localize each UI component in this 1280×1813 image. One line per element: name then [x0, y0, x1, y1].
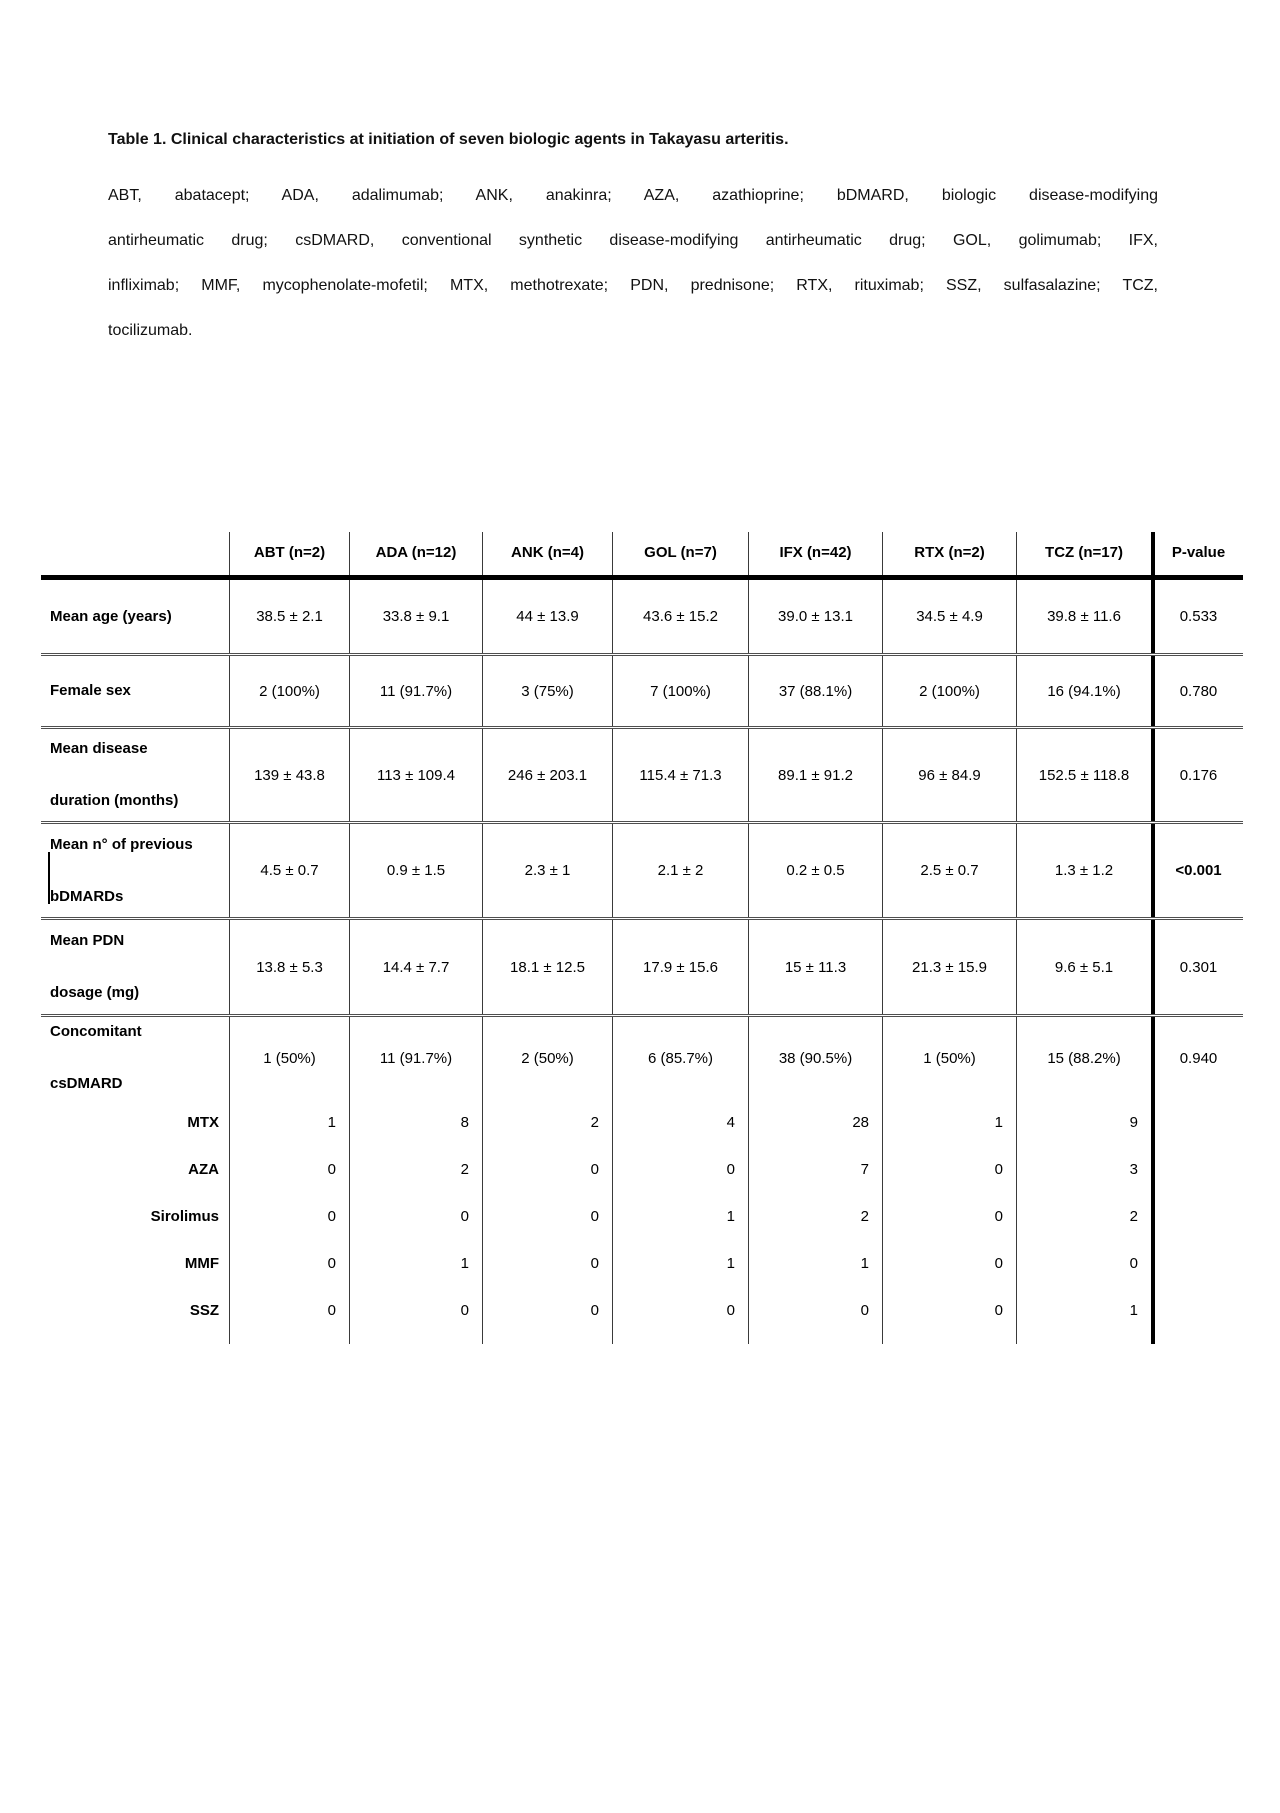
subrow-value-cell: 1 — [229, 1099, 349, 1146]
p-value-cell — [1151, 1240, 1242, 1287]
value-cell: 2.3 ± 1 — [482, 824, 612, 917]
subrow-value-cell: 28 — [748, 1099, 882, 1146]
subrow-value-cell: 1 — [612, 1240, 748, 1287]
value-cell: 246 ± 203.1 — [482, 729, 612, 821]
value-cell: 2 (100%) — [229, 656, 349, 726]
subrow-label: AZA — [188, 1161, 219, 1178]
abbreviation-line: infliximab; MMF, mycophenolate-mofetil; MTX, methotrexate; PDN, prednisone; RTX, rituximab; SSZ, sulfasalazine; TCZ, — [108, 277, 1158, 294]
subrow-value-cell: 9 — [1016, 1099, 1151, 1146]
value-cell: 38.5 ± 2.1 — [229, 580, 349, 653]
value-cell: 3 (75%) — [482, 656, 612, 726]
value-cell: 34.5 ± 4.9 — [882, 580, 1016, 653]
corner-cell — [41, 532, 229, 575]
value-cell: 6 (85.7%) — [612, 1017, 748, 1099]
subrow-value-cell: 1 — [748, 1240, 882, 1287]
row-label-line: dosage (mg) — [50, 984, 140, 1001]
row-label-line: Concomitant — [50, 1023, 142, 1040]
subrow-value-cell: 1 — [349, 1240, 482, 1287]
value-cell: 0.2 ± 0.5 — [748, 824, 882, 917]
column-header: GOL (n=7) — [612, 532, 748, 575]
row-label — [41, 580, 229, 653]
value-cell: 139 ± 43.8 — [229, 729, 349, 821]
value-cell: 38 (90.5%) — [748, 1017, 882, 1099]
table-header-row — [41, 532, 1243, 580]
filler-cell — [41, 1334, 229, 1344]
row-label — [41, 824, 229, 917]
value-cell: 44 ± 13.9 — [482, 580, 612, 653]
value-cell: 15 ± 11.3 — [748, 920, 882, 1014]
value-cell: 11 (91.7%) — [349, 1017, 482, 1099]
value-cell: 152.5 ± 118.8 — [1016, 729, 1151, 821]
p-value-cell: 0.176 — [1151, 729, 1242, 821]
value-cell: 43.6 ± 15.2 — [612, 580, 748, 653]
subrow-value-cell: 0 — [229, 1193, 349, 1240]
subrow-value-cell: 0 — [882, 1287, 1016, 1334]
value-cell: 4.5 ± 0.7 — [229, 824, 349, 917]
p-value-cell — [1151, 1099, 1242, 1146]
p-value-cell — [1151, 1193, 1242, 1240]
value-cell: 13.8 ± 5.3 — [229, 920, 349, 1014]
subrow-value-cell: 0 — [349, 1287, 482, 1334]
value-cell: 113 ± 109.4 — [349, 729, 482, 821]
value-cell: 1 (50%) — [882, 1017, 1016, 1099]
value-cell: 2 (100%) — [882, 656, 1016, 726]
row-label-line: Mean age (years) — [50, 607, 172, 625]
row-label-line: csDMARD — [50, 1075, 123, 1092]
filler-cell — [1016, 1334, 1151, 1344]
value-cell: 11 (91.7%) — [349, 656, 482, 726]
table-subrow — [41, 1193, 1243, 1240]
filler-cell — [748, 1334, 882, 1344]
subrow-value-cell: 4 — [612, 1099, 748, 1146]
value-cell: 2 (50%) — [482, 1017, 612, 1099]
value-cell: 33.8 ± 9.1 — [349, 580, 482, 653]
table-row — [41, 821, 1243, 917]
subrow-value-cell: 2 — [482, 1099, 612, 1146]
value-cell: 39.8 ± 11.6 — [1016, 580, 1151, 653]
subrow-value-cell: 0 — [482, 1146, 612, 1193]
subrow-label: SSZ — [189, 1302, 219, 1319]
value-cell: 21.3 ± 15.9 — [882, 920, 1016, 1014]
column-header: RTX (n=2) — [882, 532, 1016, 575]
row-label-line: Mean PDN — [50, 932, 125, 949]
value-cell: 96 ± 84.9 — [882, 729, 1016, 821]
p-value-cell: <0.001 — [1151, 824, 1242, 917]
column-header: P-value — [1151, 532, 1242, 575]
row-label-line: duration (months) — [50, 792, 179, 809]
table-subrow — [41, 1287, 1243, 1334]
row-label-line: Mean n° of previous — [50, 835, 193, 853]
subrow-value-cell: 1 — [1016, 1287, 1151, 1334]
subrow-value-cell: 1 — [612, 1193, 748, 1240]
subrow-value-cell: 1 — [882, 1099, 1016, 1146]
table-row — [41, 580, 1243, 653]
subrow-value-cell: 0 — [612, 1146, 748, 1193]
value-cell: 15 (88.2%) — [1016, 1017, 1151, 1099]
p-value-cell: 0.301 — [1151, 920, 1242, 1014]
column-header: TCZ (n=17) — [1016, 532, 1151, 575]
subrow-label: MTX — [187, 1114, 219, 1131]
value-cell: 1 (50%) — [229, 1017, 349, 1099]
table-row — [41, 726, 1243, 821]
row-label-line: Female sex — [50, 682, 131, 699]
value-cell: 14.4 ± 7.7 — [349, 920, 482, 1014]
filler-cell — [482, 1334, 612, 1344]
subrow-value-cell: 0 — [612, 1287, 748, 1334]
abbreviation-line: tocilizumab. — [108, 322, 193, 339]
subrow-value-cell: 0 — [482, 1240, 612, 1287]
value-cell: 16 (94.1%) — [1016, 656, 1151, 726]
filler-cell — [882, 1334, 1016, 1344]
subrow-label: MMF — [184, 1255, 219, 1272]
value-cell: 18.1 ± 12.5 — [482, 920, 612, 1014]
p-value-cell: 0.940 — [1151, 1017, 1242, 1099]
subrow-value-cell: 0 — [482, 1287, 612, 1334]
subrow-value-cell: 2 — [349, 1146, 482, 1193]
value-cell: 9.6 ± 5.1 — [1016, 920, 1151, 1014]
p-value-cell — [1151, 1146, 1242, 1193]
subrow-label: Sirolimus — [150, 1208, 219, 1225]
abbreviations-paragraph — [108, 173, 1158, 353]
row-label-line: bDMARDs — [50, 887, 124, 905]
column-header: IFX (n=42) — [748, 532, 882, 575]
abbreviation-line: ABT, abatacept; ADA, adalimumab; ANK, anakinra; AZA, azathioprine; bDMARD, biologic disease-modifying — [108, 187, 1158, 204]
row-label-line: Mean disease — [50, 740, 148, 757]
table-row — [41, 1014, 1243, 1099]
value-cell: 39.0 ± 13.1 — [748, 580, 882, 653]
subrow-value-cell: 0 — [748, 1287, 882, 1334]
value-cell: 1.3 ± 1.2 — [1016, 824, 1151, 917]
p-value-cell: 0.533 — [1151, 580, 1242, 653]
p-value-cell — [1151, 1287, 1242, 1334]
clinical-characteristics-table — [41, 532, 1243, 1344]
subrow-value-cell: 0 — [349, 1193, 482, 1240]
column-header: ANK (n=4) — [482, 532, 612, 575]
value-cell: 37 (88.1%) — [748, 656, 882, 726]
filler-cell — [229, 1334, 349, 1344]
subrow-value-cell: 0 — [882, 1193, 1016, 1240]
subrow-value-cell: 7 — [748, 1146, 882, 1193]
row-label — [41, 1017, 229, 1099]
table-row — [41, 917, 1243, 1014]
filler-cell — [1151, 1334, 1242, 1344]
value-cell: 17.9 ± 15.6 — [612, 920, 748, 1014]
value-cell: 0.9 ± 1.5 — [349, 824, 482, 917]
subrow-value-cell: 0 — [882, 1146, 1016, 1193]
text-cursor — [48, 852, 50, 904]
subrow-value-cell: 0 — [229, 1287, 349, 1334]
subrow-value-cell: 0 — [1016, 1240, 1151, 1287]
p-value-cell: 0.780 — [1151, 656, 1242, 726]
table-subrow — [41, 1240, 1243, 1287]
subrow-value-cell: 0 — [229, 1240, 349, 1287]
column-header: ABT (n=2) — [229, 532, 349, 575]
value-cell: 7 (100%) — [612, 656, 748, 726]
subrow-value-cell: 3 — [1016, 1146, 1151, 1193]
subrow-value-cell: 2 — [748, 1193, 882, 1240]
table-filler-row — [41, 1334, 1243, 1344]
subrow-value-cell: 8 — [349, 1099, 482, 1146]
abbreviation-line: antirheumatic drug; csDMARD, conventional synthetic disease-modifying antirheumatic drug; GOL, golimumab; IFX, — [108, 232, 1158, 249]
subrow-value-cell: 2 — [1016, 1193, 1151, 1240]
value-cell: 115.4 ± 71.3 — [612, 729, 748, 821]
subrow-value-cell: 0 — [882, 1240, 1016, 1287]
table-title: Table 1. Clinical characteristics at initiation of seven biologic agents in Takayasu arteritis. — [108, 131, 789, 148]
value-cell: 89.1 ± 91.2 — [748, 729, 882, 821]
subrow-value-cell: 0 — [229, 1146, 349, 1193]
value-cell: 2.1 ± 2 — [612, 824, 748, 917]
subrow-value-cell: 0 — [482, 1193, 612, 1240]
table-subrow — [41, 1146, 1243, 1193]
value-cell: 2.5 ± 0.7 — [882, 824, 1016, 917]
table-subrow — [41, 1099, 1243, 1146]
table-row — [41, 653, 1243, 726]
row-label — [41, 729, 229, 821]
column-header: ADA (n=12) — [349, 532, 482, 575]
filler-cell — [349, 1334, 482, 1344]
row-label — [41, 920, 229, 1014]
filler-cell — [612, 1334, 748, 1344]
row-label — [41, 656, 229, 726]
